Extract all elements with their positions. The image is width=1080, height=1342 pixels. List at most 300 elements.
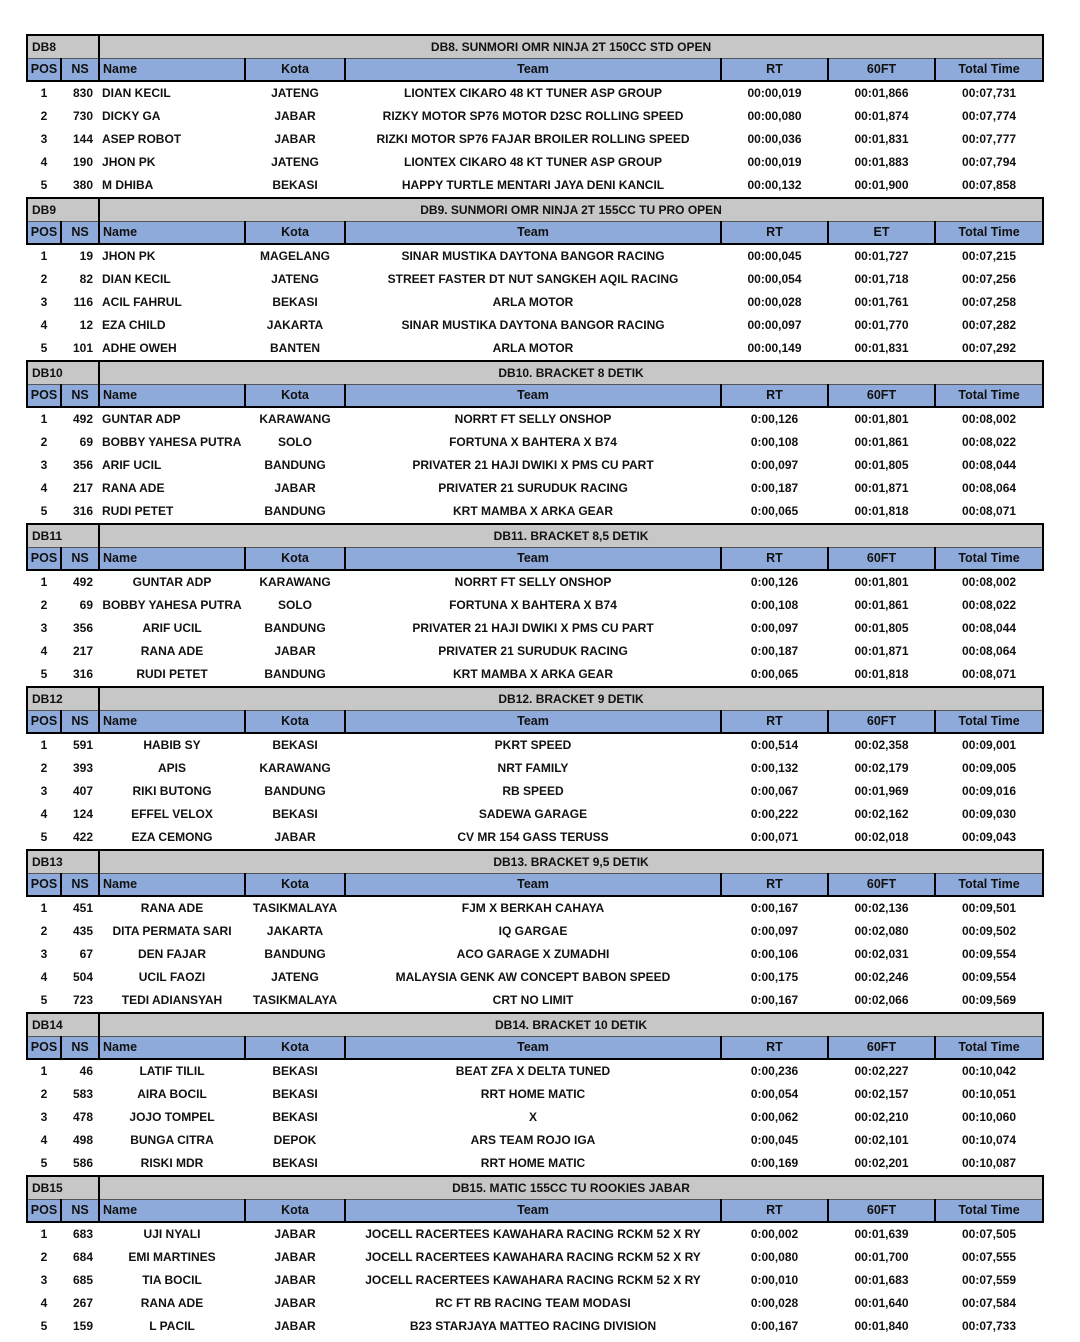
cell-total-time: 00:09,554 [962, 970, 1017, 984]
table-row [27, 1246, 1043, 1269]
cell-team: RIZKI MOTOR SP76 FAJAR BROILER ROLLING SPEED [376, 132, 690, 146]
cell-name: ADHE OWEH [102, 341, 177, 355]
cell-rt: 0:00,167 [750, 901, 799, 915]
class-results-table [26, 686, 1044, 849]
cell-name: JOJO TOMPEL [129, 1110, 215, 1124]
cell-rt: 0:00,065 [750, 504, 799, 518]
table-row [27, 431, 1043, 454]
cell-kota: BEKASI [272, 1087, 318, 1101]
cell-team: LIONTEX CIKARO 48 KT TUNER ASP GROUP [404, 155, 663, 169]
cell-pos: 1 [40, 1064, 48, 1078]
cell-total-time: 00:08,064 [962, 481, 1017, 495]
cell-total-time: 00:07,733 [961, 1319, 1017, 1333]
table-row [27, 757, 1043, 780]
header-rt: RT [721, 385, 828, 408]
cell-kota: DEPOK [273, 1133, 317, 1147]
cell-name: BOBBY YAHESA PUTRA [102, 435, 242, 449]
header-name: Name [99, 1037, 245, 1060]
cell-kota: KARAWANG [259, 412, 331, 426]
cell-sixtyft: 00:02,210 [854, 1110, 909, 1124]
cell-kota: JABAR [274, 1319, 316, 1333]
cell-total-time: 00:07,731 [962, 86, 1017, 100]
class-results-table [26, 1175, 1044, 1338]
cell-pos: 3 [40, 1110, 48, 1124]
cell-kota: BEKASI [272, 178, 318, 192]
cell-ns: 316 [72, 667, 93, 681]
cell-sixtyft: 00:02,157 [854, 1087, 909, 1101]
table-row [27, 920, 1043, 943]
header-pos: POS [27, 548, 61, 571]
header-team: Team [345, 222, 721, 245]
cell-rt: 0:00,067 [750, 784, 799, 798]
cell-sixtyft: 00:01,818 [854, 667, 909, 681]
cell-pos: 4 [40, 318, 48, 332]
table-row [27, 314, 1043, 337]
cell-sixtyft: 00:02,080 [854, 924, 909, 938]
header-team: Team [345, 1200, 721, 1223]
cell-name: JHON PK [102, 155, 156, 169]
header-sixtyft: 60FT [828, 1200, 935, 1223]
column-header-row [27, 59, 1043, 82]
table-row [27, 81, 1043, 105]
cell-ns: 217 [72, 644, 93, 658]
header-total-time: Total Time [935, 59, 1043, 82]
cell-ns: 159 [72, 1319, 93, 1333]
cell-ns: 69 [79, 598, 93, 612]
cell-kota: JATENG [271, 272, 319, 286]
cell-kota: BANDUNG [264, 667, 326, 681]
cell-pos: 5 [40, 993, 48, 1007]
cell-total-time: 00:07,584 [961, 1296, 1017, 1310]
header-team: Team [345, 59, 721, 82]
cell-total-time: 00:08,002 [962, 412, 1017, 426]
cell-pos: 1 [40, 738, 48, 752]
cell-team: RRT HOME MATIC [480, 1087, 586, 1101]
cell-ns: 82 [79, 272, 94, 286]
cell-rt: 0:00,167 [750, 993, 799, 1007]
cell-sixtyft: 00:01,969 [854, 784, 909, 798]
header-ns: NS [61, 1200, 99, 1223]
cell-sixtyft: 00:01,700 [854, 1250, 909, 1264]
cell-sixtyft: 00:01,861 [854, 598, 909, 612]
cell-name: APIS [157, 761, 186, 775]
cell-rt: 0:00,175 [750, 970, 799, 984]
cell-kota: BEKASI [272, 807, 318, 821]
cell-team: STREET FASTER DT NUT SANGKEH AQIL RACING [387, 272, 679, 286]
header-kota: Kota [245, 874, 345, 897]
cell-rt: 0:00,108 [750, 435, 799, 449]
cell-pos: 2 [40, 924, 48, 938]
cell-rt: 0:00,062 [750, 1110, 799, 1124]
table-row [27, 291, 1043, 314]
table-row [27, 594, 1043, 617]
cell-pos: 4 [40, 807, 48, 821]
cell-team: RIZKY MOTOR SP76 MOTOR D2SC ROLLING SPEED [382, 109, 684, 123]
column-header-row [27, 1200, 1043, 1223]
cell-total-time: 00:09,043 [962, 830, 1017, 844]
cell-sixtyft: 00:01,727 [854, 249, 909, 263]
cell-name: EZA CEMONG [131, 830, 213, 844]
cell-total-time: 00:08,044 [962, 458, 1017, 472]
cell-name: GUNTAR ADP [132, 575, 212, 589]
cell-ns: 422 [72, 830, 93, 844]
cell-kota: BANDUNG [264, 458, 326, 472]
cell-pos: 2 [40, 598, 48, 612]
cell-pos: 3 [40, 132, 48, 146]
cell-team: ARLA MOTOR [492, 295, 574, 309]
table-row [27, 454, 1043, 477]
cell-ns: 498 [72, 1133, 93, 1147]
header-name: Name [99, 548, 245, 571]
cell-team: IQ GARGAE [498, 924, 568, 938]
cell-kota: JAKARTA [266, 318, 324, 332]
class-title: DB9. SUNMORI OMR NINJA 2T 155CC TU PRO OPEN [99, 198, 1043, 222]
class-title-row [27, 35, 1043, 59]
header-name: Name [99, 59, 245, 82]
cell-total-time: 00:09,502 [962, 924, 1017, 938]
header-kota: Kota [245, 711, 345, 734]
class-code: DB8 [27, 35, 99, 59]
cell-ns: 217 [72, 481, 93, 495]
cell-sixtyft: 00:01,900 [854, 178, 909, 192]
header-team: Team [345, 711, 721, 734]
cell-team: CV MR 154 GASS TERUSS [457, 830, 609, 844]
header-team: Team [345, 874, 721, 897]
table-row [27, 244, 1043, 268]
cell-total-time: 00:07,505 [961, 1227, 1017, 1241]
header-sixtyft: 60FT [828, 385, 935, 408]
table-row [27, 407, 1043, 431]
cell-ns: 393 [72, 761, 93, 775]
cell-sixtyft: 00:02,201 [854, 1156, 909, 1170]
cell-name: DIAN KECIL [102, 86, 171, 100]
cell-sixtyft: 00:01,883 [854, 155, 909, 169]
cell-sixtyft: 00:01,761 [854, 295, 909, 309]
cell-total-time: 00:10,051 [961, 1087, 1017, 1101]
header-sixtyft: 60FT [828, 548, 935, 571]
cell-sixtyft: 00:02,179 [854, 761, 909, 775]
cell-ns: 356 [72, 458, 93, 472]
cell-name: DIAN KECIL [102, 272, 171, 286]
cell-ns: 124 [72, 807, 93, 821]
cell-ns: 684 [72, 1250, 93, 1264]
cell-ns: 451 [72, 901, 93, 915]
header-ns: NS [61, 711, 99, 734]
cell-sixtyft: 00:01,801 [854, 412, 909, 426]
cell-team: RRT HOME MATIC [480, 1156, 586, 1170]
cell-kota: BANDUNG [264, 621, 326, 635]
cell-name: RANA ADE [140, 644, 204, 658]
cell-pos: 5 [40, 504, 48, 518]
cell-team: FORTUNA X BAHTERA X B74 [449, 435, 617, 449]
class-title: DB13. BRACKET 9,5 DETIK [99, 850, 1043, 874]
table-row [27, 1315, 1043, 1338]
cell-total-time: 00:10,074 [961, 1133, 1017, 1147]
cell-ns: 144 [72, 132, 94, 146]
table-row [27, 733, 1043, 757]
table-row [27, 1059, 1043, 1083]
header-rt: RT [721, 711, 828, 734]
cell-pos: 5 [40, 1156, 48, 1170]
column-header-row [27, 711, 1043, 734]
cell-kota: BANDUNG [264, 504, 326, 518]
cell-total-time: 00:07,256 [962, 272, 1017, 286]
cell-ns: 316 [72, 504, 93, 518]
class-results-table [26, 523, 1044, 686]
cell-total-time: 00:07,794 [962, 155, 1017, 169]
table-row [27, 268, 1043, 291]
class-title: DB12. BRACKET 9 DETIK [99, 687, 1043, 711]
class-code: DB12 [27, 687, 99, 711]
cell-team: PRIVATER 21 SURUDUK RACING [438, 644, 628, 658]
cell-ns: 380 [72, 178, 94, 192]
class-code: DB9 [27, 198, 99, 222]
cell-ns: 723 [72, 993, 93, 1007]
cell-rt: 0:00,045 [750, 1133, 799, 1147]
table-row [27, 640, 1043, 663]
cell-total-time: 00:09,030 [962, 807, 1017, 821]
cell-sixtyft: 00:02,246 [854, 970, 909, 984]
cell-ns: 67 [79, 947, 93, 961]
cell-sixtyft: 00:02,018 [854, 830, 909, 844]
cell-pos: 1 [40, 575, 48, 589]
cell-kota: BEKASI [272, 295, 318, 309]
header-pos: POS [27, 874, 61, 897]
cell-rt: 0:00,097 [750, 458, 799, 472]
header-ns: NS [61, 222, 99, 245]
cell-rt: 0:00,108 [750, 598, 799, 612]
table-row [27, 174, 1043, 197]
cell-sixtyft: 00:01,840 [854, 1319, 909, 1333]
cell-name: RISKI MDR [140, 1156, 204, 1170]
cell-sixtyft: 00:02,162 [854, 807, 909, 821]
cell-sixtyft: 00:01,818 [854, 504, 909, 518]
cell-sixtyft: 00:01,874 [854, 109, 909, 123]
table-row [27, 570, 1043, 594]
header-kota: Kota [245, 1037, 345, 1060]
cell-ns: 730 [72, 109, 94, 123]
cell-rt: 00:00,132 [747, 178, 802, 192]
cell-kota: BANDUNG [264, 784, 326, 798]
cell-sixtyft: 00:01,639 [854, 1227, 909, 1241]
cell-total-time: 00:07,282 [962, 318, 1017, 332]
cell-ns: 46 [79, 1064, 93, 1078]
cell-total-time: 00:08,064 [962, 644, 1017, 658]
class-title-row [27, 850, 1043, 874]
cell-kota: JATENG [271, 970, 319, 984]
cell-pos: 1 [40, 412, 48, 426]
cell-team: PRIVATER 21 HAJI DWIKI X PMS CU PART [412, 458, 654, 472]
cell-ns: 685 [72, 1273, 93, 1287]
cell-rt: 0:00,097 [750, 621, 799, 635]
table-row [27, 337, 1043, 360]
cell-sixtyft: 00:02,066 [854, 993, 909, 1007]
cell-team: B23 STARJAYA MATTEO RACING DIVISION [409, 1319, 657, 1333]
table-row [27, 105, 1043, 128]
cell-rt: 0:00,106 [750, 947, 799, 961]
cell-total-time: 00:07,774 [962, 109, 1017, 123]
cell-team: KRT MAMBA X ARKA GEAR [453, 504, 613, 518]
header-rt: RT [721, 59, 828, 82]
class-code: DB11 [27, 524, 99, 548]
cell-rt: 0:00,010 [750, 1273, 799, 1287]
cell-rt: 0:00,169 [750, 1156, 799, 1170]
cell-team: PRIVATER 21 HAJI DWIKI X PMS CU PART [412, 621, 654, 635]
class-title-row [27, 687, 1043, 711]
cell-sixtyft: 00:02,031 [854, 947, 909, 961]
header-total-time: Total Time [935, 222, 1043, 245]
cell-total-time: 00:07,858 [962, 178, 1017, 192]
table-row [27, 780, 1043, 803]
cell-name: TEDI ADIANSYAH [121, 993, 223, 1007]
cell-total-time: 00:08,022 [962, 598, 1017, 612]
header-total-time: Total Time [935, 1037, 1043, 1060]
cell-kota: BANTEN [270, 341, 321, 355]
class-title: DB14. BRACKET 10 DETIK [99, 1013, 1043, 1037]
cell-total-time: 00:10,060 [961, 1110, 1017, 1124]
cell-total-time: 00:09,569 [962, 993, 1017, 1007]
header-total-time: Total Time [935, 1200, 1043, 1223]
cell-name: ACIL FAHRUL [102, 295, 182, 309]
cell-kota: BEKASI [272, 1064, 318, 1078]
cell-rt: 0:00,080 [750, 1250, 799, 1264]
cell-sixtyft: 00:01,770 [854, 318, 909, 332]
cell-total-time: 00:07,215 [962, 249, 1017, 263]
cell-total-time: 00:07,777 [962, 132, 1017, 146]
cell-name: RANA ADE [102, 481, 165, 495]
cell-sixtyft: 00:01,801 [854, 575, 909, 589]
cell-rt: 0:00,187 [750, 481, 799, 495]
cell-pos: 4 [40, 970, 48, 984]
class-results-table [26, 197, 1044, 360]
header-kota: Kota [245, 548, 345, 571]
cell-sixtyft: 00:02,227 [854, 1064, 909, 1078]
cell-pos: 1 [40, 901, 48, 915]
header-pos: POS [27, 711, 61, 734]
cell-team: NRT FAMILY [497, 761, 569, 775]
cell-ns: 69 [79, 435, 93, 449]
cell-team: RC FT RB RACING TEAM MODASI [435, 1296, 631, 1310]
header-rt: RT [721, 1037, 828, 1060]
cell-pos: 4 [40, 1296, 48, 1310]
cell-kota: JAKARTA [266, 924, 324, 938]
column-header-row [27, 222, 1043, 245]
cell-team: X [528, 1110, 537, 1124]
cell-name: JHON PK [102, 249, 156, 263]
cell-rt: 0:00,167 [750, 1319, 799, 1333]
header-team: Team [345, 548, 721, 571]
cell-sixtyft: 00:01,831 [854, 132, 909, 146]
header-ns: NS [61, 59, 99, 82]
cell-team: NORRT FT SELLY ONSHOP [454, 575, 612, 589]
cell-team: PKRT SPEED [494, 738, 572, 752]
class-results-table [26, 1012, 1044, 1175]
cell-total-time: 00:07,292 [962, 341, 1017, 355]
cell-kota: SOLO [277, 435, 312, 449]
header-ns: NS [61, 385, 99, 408]
cell-pos: 3 [40, 1273, 48, 1287]
cell-kota: BEKASI [272, 1110, 318, 1124]
cell-kota: TASIKMALAYA [252, 901, 338, 915]
header-pos: POS [27, 59, 61, 82]
cell-rt: 0:00,097 [750, 924, 799, 938]
header-name: Name [99, 874, 245, 897]
cell-name: DITA PERMATA SARI [112, 924, 232, 938]
cell-team: ARLA MOTOR [492, 341, 574, 355]
cell-name: ASEP ROBOT [102, 132, 182, 146]
cell-sixtyft: 00:01,683 [854, 1273, 909, 1287]
cell-name: UCIL FAOZI [138, 970, 206, 984]
class-results-table [26, 360, 1044, 523]
cell-pos: 1 [40, 249, 48, 263]
cell-name: UJI NYALI [143, 1227, 201, 1241]
header-pos: POS [27, 222, 61, 245]
class-code: DB13 [27, 850, 99, 874]
cell-team: ARS TEAM ROJO IGA [470, 1133, 596, 1147]
cell-sixtyft: 00:01,805 [854, 621, 909, 635]
header-sixtyft: 60FT [828, 1037, 935, 1060]
results-sheet [26, 34, 1044, 1338]
cell-total-time: 00:09,501 [962, 901, 1017, 915]
header-rt: RT [721, 874, 828, 897]
cell-total-time: 00:08,071 [962, 504, 1017, 518]
cell-kota: JABAR [274, 1296, 316, 1310]
cell-team: KRT MAMBA X ARKA GEAR [453, 667, 613, 681]
cell-sixtyft: 00:01,866 [854, 86, 909, 100]
cell-kota: SOLO [277, 598, 312, 612]
cell-pos: 4 [40, 155, 48, 169]
header-pos: POS [27, 1200, 61, 1223]
cell-pos: 4 [40, 644, 48, 658]
header-ns: NS [61, 1037, 99, 1060]
cell-pos: 3 [40, 947, 48, 961]
class-title-row [27, 198, 1043, 222]
table-row [27, 128, 1043, 151]
cell-name: BOBBY YAHESA PUTRA [102, 598, 242, 612]
cell-team: SINAR MUSTIKA DAYTONA BANGOR RACING [401, 318, 665, 332]
cell-pos: 3 [40, 458, 48, 472]
cell-ns: 19 [79, 249, 94, 263]
cell-name: GUNTAR ADP [102, 412, 181, 426]
table-row [27, 966, 1043, 989]
cell-pos: 3 [40, 784, 48, 798]
cell-sixtyft: 00:01,861 [854, 435, 909, 449]
cell-ns: 591 [72, 738, 93, 752]
cell-pos: 2 [40, 761, 48, 775]
cell-kota: JABAR [274, 1250, 316, 1264]
cell-total-time: 00:09,554 [962, 947, 1017, 961]
cell-rt: 0:00,236 [750, 1064, 799, 1078]
cell-total-time: 00:09,001 [962, 738, 1017, 752]
cell-ns: 830 [72, 86, 94, 100]
cell-ns: 407 [72, 784, 93, 798]
class-results-table [26, 34, 1044, 197]
cell-team: FJM X BERKAH CAHAYA [461, 901, 605, 915]
cell-team: BEAT ZFA X DELTA TUNED [455, 1064, 611, 1078]
cell-name: EZA CHILD [102, 318, 166, 332]
cell-name: HABIB SY [143, 738, 201, 752]
header-sixtyft: ET [828, 222, 935, 245]
cell-kota: JATENG [271, 86, 319, 100]
cell-rt: 00:00,019 [747, 155, 802, 169]
cell-kota: BEKASI [272, 738, 318, 752]
class-title-row [27, 1013, 1043, 1037]
cell-team: HAPPY TURTLE MENTARI JAYA DENI KANCIL [401, 178, 665, 192]
cell-ns: 12 [79, 318, 94, 332]
cell-kota: JABAR [274, 1273, 316, 1287]
cell-kota: JABAR [274, 830, 316, 844]
table-row [27, 617, 1043, 640]
